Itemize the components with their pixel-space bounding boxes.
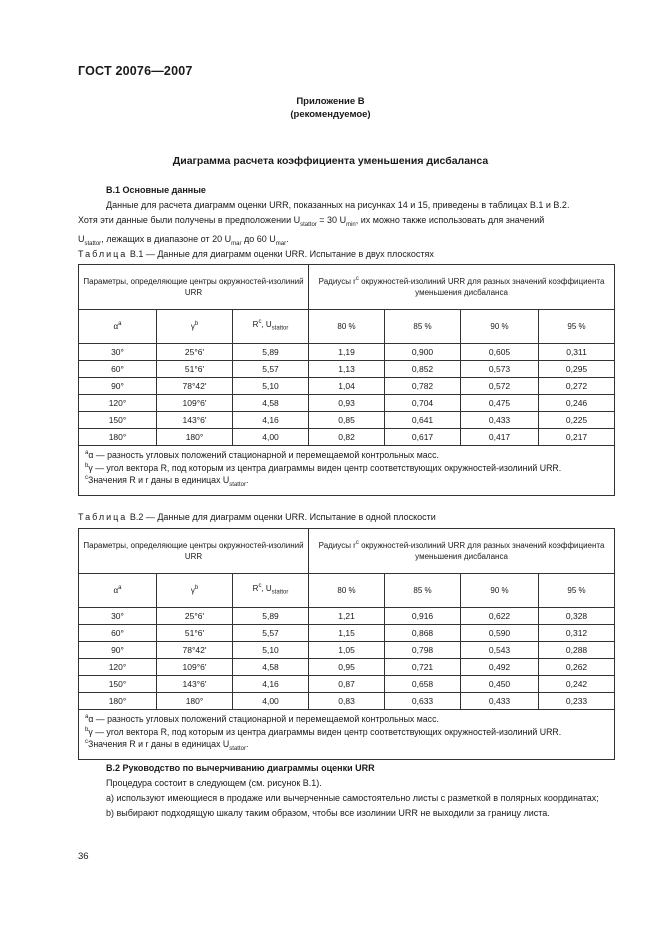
table2-cell: 180° — [157, 693, 233, 710]
table-2-caption: Таблица В.2 — Данные для диаграмм оценки URR. Испытание в одной плоскости — [78, 512, 436, 522]
table1-cell: 0,225 — [539, 412, 615, 429]
table-1-col-90: 90 % — [461, 310, 539, 344]
footnote-c: $^с$Значения R и r даны в единицах $U_{stattor}$. — [85, 475, 249, 488]
table2-cell: 109°6' — [157, 659, 233, 676]
table1-cell: 143°6' — [157, 412, 233, 429]
table2-cell: 60° — [79, 625, 157, 642]
footnote-c: $^с$Значения R и r даны в единицах $U_{stattor}$. — [85, 739, 249, 752]
table2-cell: 120° — [79, 659, 157, 676]
table-1-col-r: $R^с$, $U_{stattor}$ — [233, 310, 309, 344]
procedure-item-b: b) выбирают подходящую шкалу таким образом, чтобы все изолинии URR не выходили за границу листа. — [106, 808, 550, 818]
table1-cell: 0,572 — [461, 378, 539, 395]
table1-cell: 51°6' — [157, 361, 233, 378]
table-2-col-95: 95 % — [539, 574, 615, 608]
footnote-b: $^b$γ — угол вектора R, под которым из центра диаграммы виден центр соответствующих окружностей-изолиний URR. — [85, 726, 562, 737]
table1-row — [79, 412, 615, 429]
table2-cell: 4,16 — [233, 676, 309, 693]
table1-cell: 0,573 — [461, 361, 539, 378]
table-2-col-r: $R^с$, $U_{stattor}$ — [233, 574, 309, 608]
table2-cell: 143°6' — [157, 676, 233, 693]
table2-cell: 5,89 — [233, 608, 309, 625]
table2-cell: 0,312 — [539, 625, 615, 642]
table1-row — [79, 429, 615, 446]
table1-cell: 60° — [79, 361, 157, 378]
table1-cell: 5,57 — [233, 361, 309, 378]
table-2-col-90: 90 % — [461, 574, 539, 608]
table2-cell: 0,262 — [539, 659, 615, 676]
table-1-col-85: 85 % — [385, 310, 461, 344]
table2-cell: 0,328 — [539, 608, 615, 625]
table2-cell: 0,721 — [385, 659, 461, 676]
table-2-col-85: 85 % — [385, 574, 461, 608]
table1-cell: 5,89 — [233, 344, 309, 361]
table1-cell: 150° — [79, 412, 157, 429]
table2-cell: 4,58 — [233, 659, 309, 676]
paragraph-line-3: $U_{stattor}$, лежащих в диапазоне от 20 $U_{mar}$ до 60 $U_{mar}$. — [78, 233, 289, 247]
procedure-intro: Процедура состоит в следующем (см. рисунок В.1). — [106, 778, 322, 788]
table1-row — [79, 378, 615, 395]
table2-row — [79, 676, 615, 693]
table1-cell: 0,311 — [539, 344, 615, 361]
table1-cell: 1,19 — [309, 344, 385, 361]
table1-cell: 180° — [79, 429, 157, 446]
document-header: ГОСТ 20076—2007 — [78, 64, 193, 78]
table2-cell: 0,450 — [461, 676, 539, 693]
table1-cell: 0,246 — [539, 395, 615, 412]
table-2-col-gamma: $\gamma^b$ — [157, 574, 233, 608]
table-1-caption: Таблица В.1 — Данные для диаграмм оценки URR. Испытание в двух плоскостях — [78, 249, 434, 259]
table2-cell: 51°6' — [157, 625, 233, 642]
table-1-footnotes — [79, 446, 615, 496]
table2-cell: 0,916 — [385, 608, 461, 625]
table1-cell: 0,417 — [461, 429, 539, 446]
table1-cell: 1,13 — [309, 361, 385, 378]
table1-cell: 0,272 — [539, 378, 615, 395]
table1-cell: 0,82 — [309, 429, 385, 446]
table-1-col-80: 80 % — [309, 310, 385, 344]
table1-cell: 30° — [79, 344, 157, 361]
table1-cell: 4,00 — [233, 429, 309, 446]
table2-cell: 5,57 — [233, 625, 309, 642]
table1-cell: 0,475 — [461, 395, 539, 412]
table-2-footnotes — [79, 710, 615, 760]
table1-cell: 109°6' — [157, 395, 233, 412]
footnote-b: $^b$γ — угол вектора R, под которым из центра диаграммы виден центр соответствующих окружностей-изолиний URR. — [85, 462, 562, 473]
table2-cell: 0,87 — [309, 676, 385, 693]
section-b2-body — [78, 776, 614, 821]
annex-title: Приложение В — [296, 96, 365, 107]
table2-cell: 25°6' — [157, 608, 233, 625]
table-1-head-radii: Радиусы $r^с$ окружностей-изолиний URR для разных значений коэффициента уменьшения дисбаланса — [309, 265, 615, 310]
table1-cell: 0,641 — [385, 412, 461, 429]
table2-row — [79, 608, 615, 625]
paragraph-line-1: Данные для расчета диаграмм оценки URR, показанных на рисунках 14 и 15, приведены в таблицах В.1 и В.2. — [106, 200, 570, 210]
table2-cell: 0,658 — [385, 676, 461, 693]
annex-status: (рекомендуемое) — [290, 109, 371, 120]
table1-cell: 0,85 — [309, 412, 385, 429]
paragraph-line-2: Хотя эти данные были получены в предположении $U_{stattor} = 30$ $U_{min}$, их можно также использовать для значений — [78, 214, 545, 228]
table2-cell: 0,83 — [309, 693, 385, 710]
table1-cell: 0,217 — [539, 429, 615, 446]
table1-cell: 0,617 — [385, 429, 461, 446]
table1-cell: 0,704 — [385, 395, 461, 412]
table2-cell: 150° — [79, 676, 157, 693]
table2-cell: 4,00 — [233, 693, 309, 710]
table2-cell: 0,492 — [461, 659, 539, 676]
table2-cell: 0,633 — [385, 693, 461, 710]
table2-cell: 180° — [79, 693, 157, 710]
table2-cell: 0,95 — [309, 659, 385, 676]
table1-cell: 4,16 — [233, 412, 309, 429]
footnote-a: $^а$α — разность угловых положений стационарной и перемещаемой контрольных масс. — [85, 714, 439, 724]
table-1 — [78, 264, 615, 496]
table2-cell: 90° — [79, 642, 157, 659]
table1-cell: 180° — [157, 429, 233, 446]
table2-cell: 0,233 — [539, 693, 615, 710]
table2-row — [79, 659, 615, 676]
procedure-item-a: а) используют имеющиеся в продаже или вычерченные самостоятельно листы с разметкой в полярных координатах; — [106, 793, 599, 803]
table2-cell: 1,21 — [309, 608, 385, 625]
table1-row — [79, 361, 615, 378]
main-title: Диаграмма расчета коэффициента уменьшения дисбаланса — [172, 155, 489, 167]
table1-cell: 25°6' — [157, 344, 233, 361]
table1-cell: 120° — [79, 395, 157, 412]
table1-cell: 0,852 — [385, 361, 461, 378]
table2-row — [79, 693, 615, 710]
table1-cell: 0,782 — [385, 378, 461, 395]
table-2-col-alpha: $\alpha^а$ — [79, 574, 157, 608]
table1-row — [79, 344, 615, 361]
table2-cell: 0,798 — [385, 642, 461, 659]
table-2-head-radii: Радиусы $r^с$ окружностей-изолиний URR для разных значений коэффициента уменьшения дисбаланса — [309, 529, 615, 574]
section-b1-heading: В.1 Основные данные — [106, 185, 206, 195]
table2-cell: 0,288 — [539, 642, 615, 659]
table2-cell: 0,590 — [461, 625, 539, 642]
table-2-head-params: Параметры, определяющие центры окружностей-изолиний URR — [79, 529, 309, 574]
table2-cell: 1,15 — [309, 625, 385, 642]
table-1-col-95: 95 % — [539, 310, 615, 344]
table1-cell: 1,04 — [309, 378, 385, 395]
table1-cell: 78°42' — [157, 378, 233, 395]
table2-cell: 30° — [79, 608, 157, 625]
table1-cell: 0,295 — [539, 361, 615, 378]
table1-row — [79, 395, 615, 412]
table2-cell: 5,10 — [233, 642, 309, 659]
table2-cell: 0,543 — [461, 642, 539, 659]
table1-cell: 90° — [79, 378, 157, 395]
table-1-head-params: Параметры, определяющие центры окружностей-изолиний URR — [79, 265, 309, 310]
table2-cell: 78°42' — [157, 642, 233, 659]
table-1-col-gamma: $\gamma^b$ — [157, 310, 233, 344]
table-1-col-alpha: $\alpha^а$ — [79, 310, 157, 344]
table2-cell: 1,05 — [309, 642, 385, 659]
table1-cell: 5,10 — [233, 378, 309, 395]
table2-cell: 0,433 — [461, 693, 539, 710]
table-2-col-80: 80 % — [309, 574, 385, 608]
table1-cell: 0,93 — [309, 395, 385, 412]
table2-cell: 0,242 — [539, 676, 615, 693]
table2-row — [79, 625, 615, 642]
section-b2-heading: В.2 Руководство по вычерчиванию диаграммы оценки URR — [106, 763, 375, 773]
table1-cell: 0,605 — [461, 344, 539, 361]
table2-cell: 0,868 — [385, 625, 461, 642]
table1-cell: 0,900 — [385, 344, 461, 361]
table2-row — [79, 642, 615, 659]
section-b1-paragraph — [78, 198, 614, 251]
table1-cell: 0,433 — [461, 412, 539, 429]
footnote-a: $^а$α — разность угловых положений стационарной и перемещаемой контрольных масс. — [85, 450, 439, 460]
table-2 — [78, 528, 615, 760]
page-number: 36 — [78, 851, 89, 862]
table1-cell: 4,58 — [233, 395, 309, 412]
table2-cell: 0,622 — [461, 608, 539, 625]
